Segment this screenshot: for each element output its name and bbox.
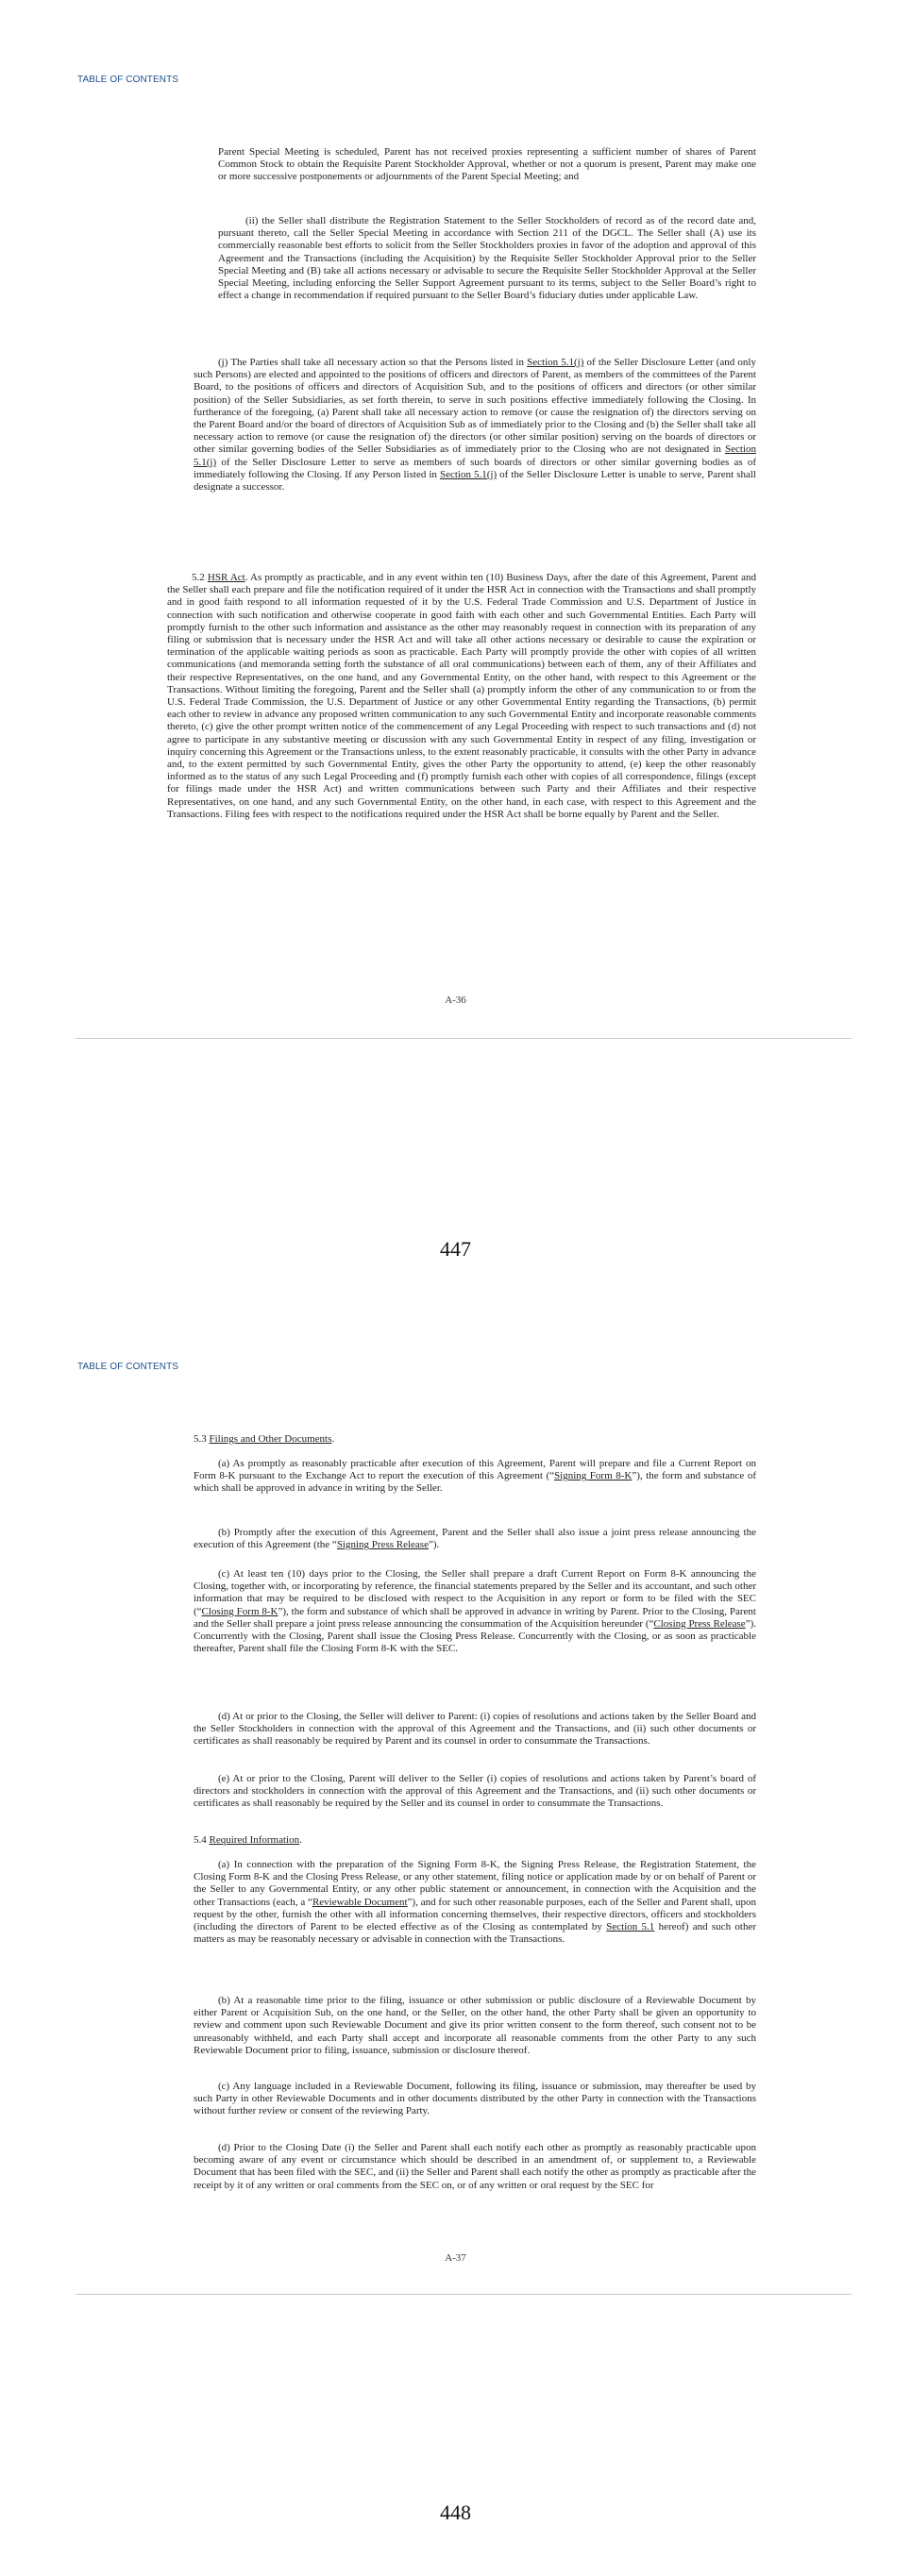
section-link[interactable]: Section 5.1 (606, 1921, 655, 1933)
paragraph-continuation: Parent Special Meeting is scheduled, Parent has not received proxies representing a sufficient number of shares of Parent Common Stock to obtain the Requisite Parent Stockholder Approval, whether or not a quorum is present, Parent may make one or more successive postponements or adjournments of the Parent Special Meeting; and (218, 146, 756, 183)
page-label: A-36 (445, 995, 466, 1006)
section-heading: Filings and Other Documents (209, 1433, 332, 1445)
paragraph-5-3-a: (a) As promptly as reasonably practicable after execution of this Agreement, Parent will prepare and file a Current Report on Form 8-K pursuant to the Exchange Act to report the execution of this Agreement (“Signing Form 8-K”), the form and substance of which shall be approved in advance in writing by the Seller. (194, 1458, 756, 1495)
paragraph-5-3-b: (b) Promptly after the execution of this Agreement, Parent and the Seller shall also issue a joint press release announcing the execution of this Agreement (the “Signing Press Release”). (194, 1527, 756, 1551)
table-of-contents-link[interactable]: TABLE OF CONTENTS (77, 75, 179, 85)
page-number: 447 (440, 1237, 471, 1261)
defined-term: Reviewable Document (312, 1896, 408, 1908)
paragraph-5-4-a: (a) In connection with the preparation of the Signing Form 8-K, the Signing Press Release, the Registration Statement, the Closing Form 8-K and the Closing Press Release, or any other statement, filing notice or application made by or on behalf of Parent or the Seller to any Governmental Entity, or any other public statement or announcement, in connection with the Acquisition and the other Transactions (each, a “Reviewable Document”), and for such other reasonable purposes, each of the Seller and Parent shall, upon request by the other, furnish the other with all information concerning themselves, their respective directors, officers and stockholders (including the directors of Parent to be elected effective as of the Closing as contemplated by Section 5.1 hereof) and such other matters as may be reasonably necessary or advisable in connection with the Transactions. (194, 1859, 756, 1946)
page-number: 448 (440, 2501, 471, 2524)
defined-term: Signing Press Release (336, 1539, 429, 1551)
table-of-contents-link[interactable]: TABLE OF CONTENTS (77, 1362, 179, 1372)
defined-term: Closing Form 8-K (201, 1605, 278, 1617)
paragraph-5-4-c: (c) Any language included in a Reviewable Document, following its filing, issuance or submission, may thereafter be used by such Party in other Reviewable Documents and in other documents distributed by the other Party in connection with the Transactions without further review or consent of the reviewing Party. (194, 2081, 756, 2117)
section-5-3-heading: 5.3 Filings and Other Documents. (194, 1433, 335, 1445)
section-5-2-hsr-act: 5.2 HSR Act. As promptly as practicable, and in any event within ten (10) Business Days, after the date of this Agreement, Parent and the Seller shall each prepare and file the notification required of it under the HSR Act in connection with the Transactions and shall promptly and in good faith respond to all information requested of it by the U.S. Federal Trade Commission and U.S. Department of Justice in connection with such notification and otherwise cooperate in good faith with each other and such Governmental Entities. Each Party will promptly furnish to the other such information and assistance as the other may reasonably request in connection with its preparation of any filing or submission that is necessary under the HSR Act and will take all other actions necessary or desirable to cause the expiration or termination of the applicable waiting periods as soon as practicable. Each Party will promptly provide the other with copies of all written communications (and memoranda setting forth the substance of all oral communications) between each of them, any of their Affiliates and their respective Representatives, on the one hand, and any Governmental Entity, on the other hand, with respect to this Agreement or the Transactions. Without limiting the foregoing, Parent and the Seller shall (a) promptly inform the other of any communication to or from the U.S. Federal Trade Commission, the U.S. Department of Justice or any other Governmental Entity regarding the Transactions, (b) permit each other to review in advance any proposed written communication to any such Governmental Entity and incorporate reasonable comments thereto, (c) give the other prompt written notice of the commencement of any Legal Proceeding with respect to such transactions and (d) not agree to participate in any substantive meeting or discussion with any such Governmental Entity in respect of any filing, investigation or inquiry concerning this Agreement or the Transactions unless, to the extent reasonably practicable, it consults with the other Party in advance and, to the extent permitted by such Governmental Entity, gives the other Party the opportunity to attend, (e) keep the other reasonably informed as to the status of any such Legal Proceeding and (f) promptly furnish each other with copies of all correspondence, filings (except for filings made under the HSR Act) and written communications between such Party and their Affiliates and their respective Representatives, on one hand, and any such Governmental Entity, on the other hand, in each case, with respect to this Agreement and the Transactions. Filing fees with respect to the notifications required under the HSR Act shall be borne equally by Parent and the Seller. (167, 572, 757, 820)
section-link[interactable]: Section 5.1(j) (439, 468, 498, 480)
section-heading: HSR Act (207, 572, 245, 583)
page-label: A-37 (445, 2252, 466, 2264)
paragraph-ii: (ii) the Seller shall distribute the Registration Statement to the Seller Stockholders of record as of the record date and, pursuant thereto, call the Seller Special Meeting in accordance with Section 211 of the DGCL. The Seller shall (A) use its commercially reasonable best efforts to solicit from the Seller Stockholders proxies in favor of the adoption and approval of this Agreement and the Transactions (including the Acquisition) by the Requisite Seller Stockholder Approval prior to the Seller Special Meeting and (B) take all actions necessary or advisable to secure the Requisite Seller Stockholder Approval at the Seller Special Meeting, including enforcing the Seller Support Agreement pursuant to its terms, subject to the Seller Board’s right to effect a change in recommendation if required pursuant to the Seller Board’s fiduciary duties under applicable Law. (218, 215, 756, 302)
section-link[interactable]: Section 5.1(j) (194, 443, 756, 468)
section-link[interactable]: Section 5.1(j) (527, 357, 584, 368)
paragraph-5-4-b: (b) At a reasonable time prior to the filing, issuance or other submission or public disclosure of a Reviewable Document by either Parent or Acquisition Sub, on the one hand, or the Seller, on the other hand, the other Party shall be given an opportunity to review and comment upon such Reviewable Document and give its prior written consent to the form thereof, such consent not to be unreasonably withheld, and each Party shall accept and incorporate all reasonable comments from the other Party to any such Reviewable Document prior to filing, issuance, submission or disclosure thereof. (194, 1995, 756, 2056)
paragraph-5-3-d: (d) At or prior to the Closing, the Seller will deliver to Parent: (i) copies of resolutions and actions taken by the Seller Board and the Seller Stockholders in connection with the approval of this Agreement and the Transactions, and (ii) such other documents or certificates as shall reasonably be required by Parent and its counsel in order to consummate the Transactions. (194, 1711, 756, 1748)
section-5-4-heading: 5.4 Required Information. (194, 1834, 302, 1846)
paragraph-j: (j) The Parties shall take all necessary action so that the Persons listed in Section 5.1(j) of the Seller Disclosure Letter (and only such Persons) are elected and appointed to the positions of officers and directors of Parent, as members of the committees of the Parent Board, to the positions of officers and directors of Acquisition Sub, and to the positions of officers and directors (or other similar position) of the Seller Subsidiaries, as set forth therein, to serve in such positions effective immediately following the Closing. In furtherance of the foregoing, (a) Parent shall take all necessary action to remove (or cause the resignation of) the directors serving on the Parent Board and/or the board of directors of Acquisition Sub as of immediately prior to the Closing and (b) the Seller shall take all necessary action to remove (or cause the resignation of) the directors (or other similar position) serving on the boards of directors or other similar governing bodies of the Seller Subsidiaries as of immediately prior to the Closing who are not designated in Section 5.1(j) of the Seller Disclosure Letter to serve as members of such boards of directors or other similar governing bodies as of immediately following the Closing. If any Person listed in Section 5.1(j) of the Seller Disclosure Letter is unable to serve, Parent shall designate a successor. (194, 357, 756, 493)
defined-term: Signing Form 8-K (554, 1470, 633, 1482)
section-heading: Required Information (209, 1834, 300, 1846)
paragraph-5-4-d: (d) Prior to the Closing Date (i) the Seller and Parent shall each notify each other as promptly as reasonably practicable upon becoming aware of any event or circumstance which should be described in an amendment of, or supplement to, a Reviewable Document that has been filed with the SEC, and (ii) the Seller and Parent shall each notify the other as promptly as practicable after the receipt by it of any written or oral comments from the SEC on, or of any written or oral request by the SEC for (194, 2142, 756, 2191)
paragraph-5-3-c: (c) At least ten (10) days prior to the Closing, the Seller shall prepare a draft Current Report on Form 8-K announcing the Closing, together with, or incorporating by reference, the financial statements prepared by the Seller and its accountant, and such other information that may be required to be disclosed with respect to the Acquisition in any report or form to be filed with the SEC (“Closing Form 8-K”), the form and substance of which shall be approved in advance in writing by Parent. Prior to the Closing, Parent and the Seller shall prepare a joint press release announcing the consummation of the Acquisition hereunder (“Closing Press Release”). Concurrently with the Closing, Parent shall issue the Closing Press Release. Concurrently with the Closing, or as soon as practicable thereafter, Parent shall file the Closing Form 8-K with the SEC. (194, 1568, 756, 1655)
page-divider (76, 1038, 852, 1039)
defined-term: Closing Press Release (653, 1617, 746, 1630)
paragraph-5-3-e: (e) At or prior to the Closing, Parent will deliver to the Seller (i) copies of resolutions and actions taken by Parent’s board of directors and stockholders in connection with the approval of this Agreement and the Transactions, and (ii) such other documents or certificates as shall reasonably be required by the Seller and its counsel in order to consummate the Transactions. (194, 1773, 756, 1810)
page-divider (76, 2294, 852, 2295)
